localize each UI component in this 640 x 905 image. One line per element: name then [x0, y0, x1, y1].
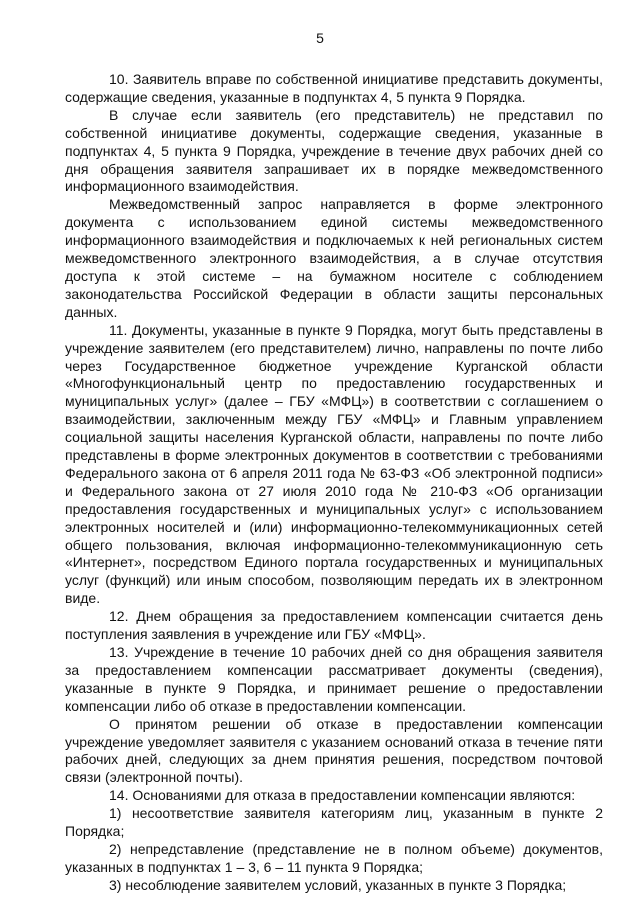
paragraph-11: 11. Документы, указанные в пункте 9 Порядка, могут быть представлены в учреждение заявителем (его представителем) лично, направлены по почте либо через Государственное бюджетное учреждение Курганской области «Многофункциональный центр по предоставлению государственных и муниципальных услуг» (далее – ГБУ «МФЦ») в соответствии с соглашением о взаимодействии, заключенным между ГБУ «МФЦ» и Главным управлением социальной защиты населения Курганской области, направлены по почте либо представлены в форме электронных документов в соответствии с требованиями Федерального закона от 6 апреля 2011 года № 63-ФЗ «Об электронной подписи» и Федерального закона от 27 июля 2010 года № 210-ФЗ «Об организации предоставления государственных и муниципальных услуг» с использованием электронных носителей и (или) информационно-телекоммуникационных сетей общего пользования, включая информационно-телекоммуникационную сеть «Интернет», посредством Единого портала государственных и муниципальных услуг (функций) или иным способом, позволяющим передать их в электронном виде. — [65, 321, 603, 607]
paragraph-10-interagency-request: Межведомственный запрос направляется в форме электронного документа с использованием единой системы межведомственного информационного взаимодействия и подключаемых к ней региональных систем межведомственного электронного взаимодействия, а в случае отсутствия доступа к этой системе – на бумажном носителе с соблюдением законодательства Российской Федерации в области защиты персональных данных. — [65, 196, 603, 320]
document-body — [65, 71, 603, 895]
paragraph-12: 12. Днем обращения за предоставлением компенсации считается день поступления заявления в учреждение или ГБУ «МФЦ». — [65, 608, 603, 643]
paragraph-10: 10. Заявитель вправе по собственной инициативе представить документы, содержащие сведения, указанные в подпунктах 4, 5 пункта 9 Порядка. — [65, 71, 603, 105]
paragraph-10-missing-docs: В случае если заявитель (его представитель) не представил по собственной инициативе документы, содержащие сведения, указанные в подпунктах 4, 5 пункта 9 Порядка, учреждение в течение двух рабочих дней со дня обращения заявителя запрашивает их в порядке межведомственного информационного взаимодействия. — [65, 106, 603, 195]
paragraph-14-item-2: 2) непредставление (представление не в полном объеме) документов, указанных в подпунктах 1 – 3, 6 – 11 пункта 9 Порядка; — [65, 840, 603, 875]
paragraph-14: 14. Основаниями для отказа в предоставлении компенсации являются: — [109, 787, 576, 804]
paragraph-13: 13. Учреждение в течение 10 рабочих дней со дня обращения заявителя за предоставлением компенсации рассматривает документы (сведения), указанные в пункте 9 Порядка, и принимает решение о предоставлении компенсации либо об отказе в предоставлении компенсации. — [65, 644, 603, 714]
page-number: 5 — [316, 30, 324, 46]
paragraph-14-item-3: 3) несоблюдение заявителем условий, указанных в пункте 3 Порядка; — [109, 876, 567, 893]
paragraph-14-item-1: 1) несоответствие заявителя категориям лиц, указанным в пункте 2 Порядка; — [65, 805, 603, 840]
paragraph-13-refusal-notice: О принятом решении об отказе в предоставлении компенсации учреждение уведомляет заявителя с указанием оснований отказа в течение пяти рабочих дней, следующих за днем принятия решения, посредством почтовой связи (электронной почты). — [65, 715, 603, 786]
